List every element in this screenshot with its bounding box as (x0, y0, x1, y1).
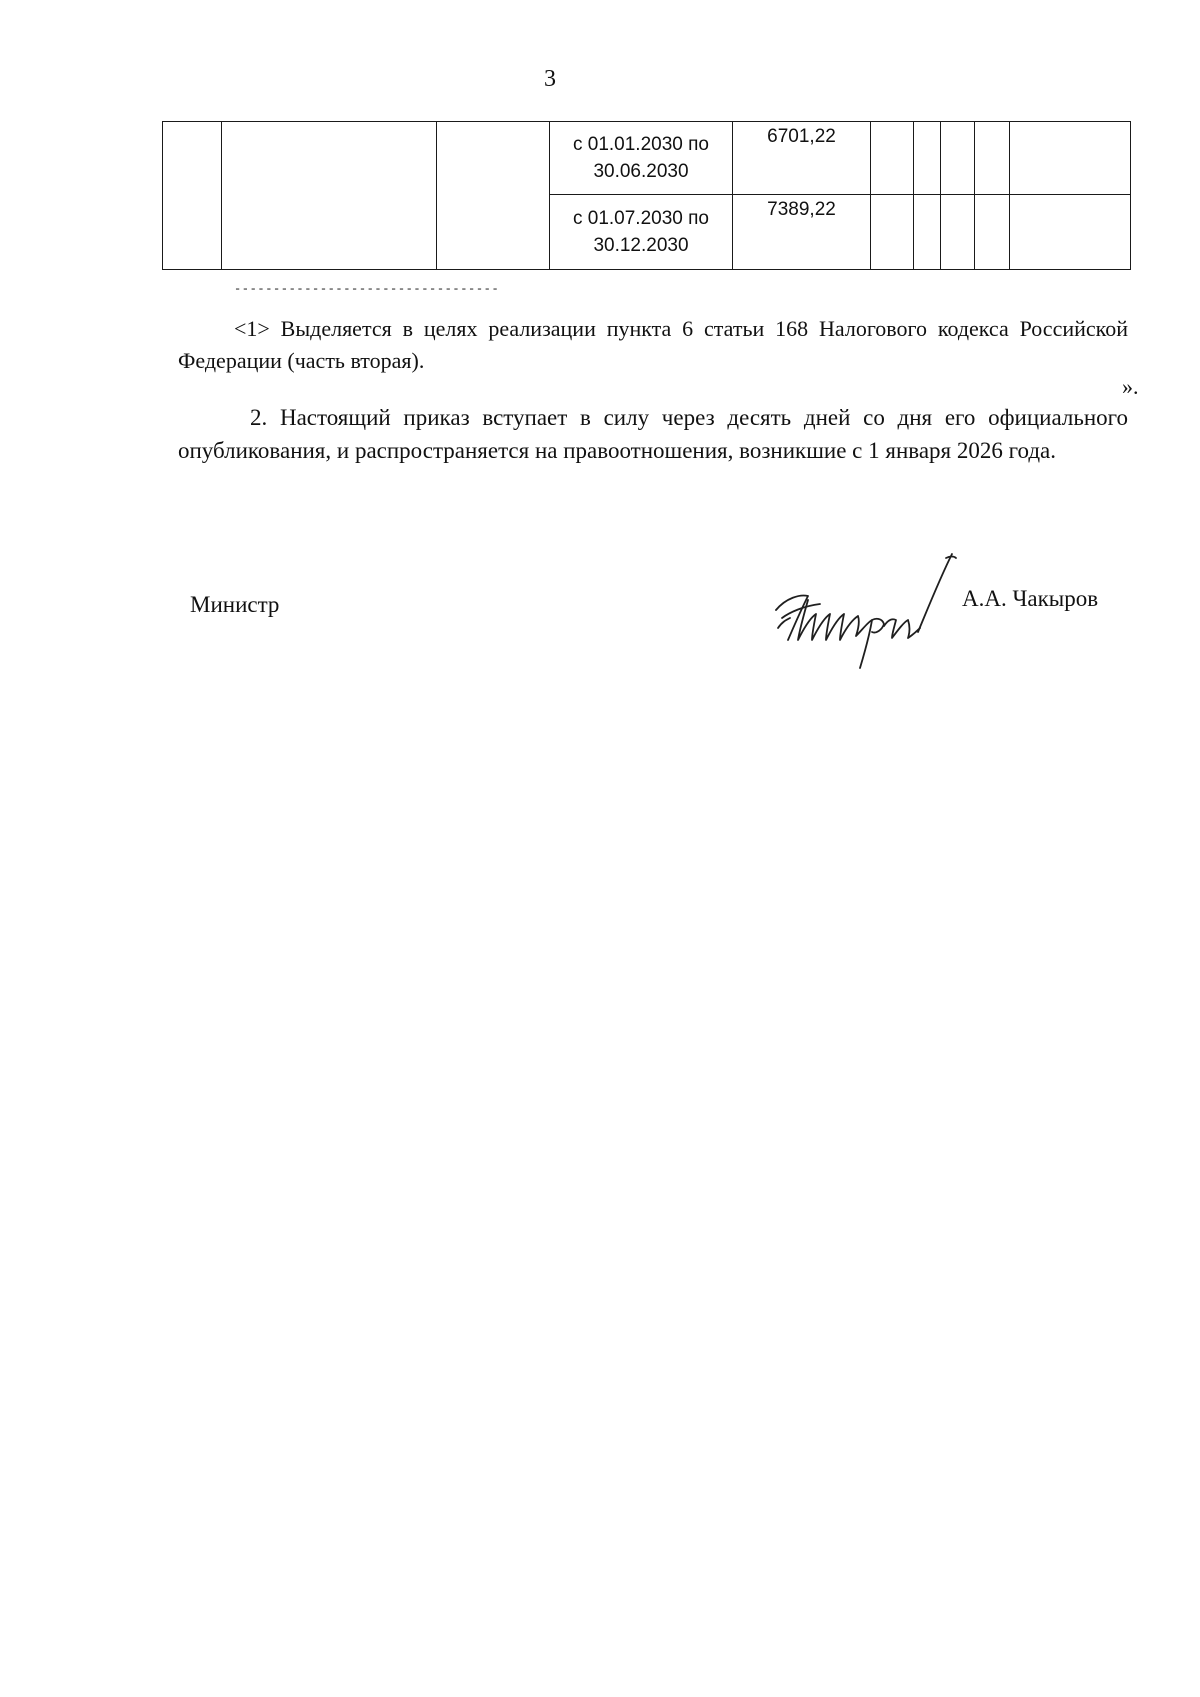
clause-2-paragraph (178, 401, 1128, 467)
table-cell-empty (975, 122, 1010, 195)
table-cell-empty (941, 195, 975, 270)
table-cell-empty (1010, 122, 1131, 195)
clause-2-text: 2. Настоящий приказ вступает в силу через десять дней со дня его официального опубликования, и распространяется на правоотношения, возникшие с 1 января 2026 года. (178, 405, 1128, 463)
table-cell-empty (437, 122, 550, 270)
period-end: 30.12.2030 (593, 235, 689, 256)
page-number: 3 (544, 66, 556, 92)
footnote-content: <1> Выделяется в целях реализации пункта 6 статьи 168 Налогового кодекса Российской Федерации (часть вторая). (178, 316, 1128, 373)
tariff-table (162, 121, 1131, 270)
table-row (163, 122, 1131, 195)
signatory-role: Министр (190, 592, 280, 617)
table-cell-empty (222, 122, 437, 270)
closing-quote: ». (1122, 374, 1139, 399)
period-start: с 01.07.2030 по (572, 208, 709, 229)
table-cell-empty (914, 195, 941, 270)
period-start: с 01.01.2030 по (572, 134, 709, 155)
footnote-separator: ---------------------------------- (234, 282, 500, 296)
footnote-text (178, 313, 1128, 377)
signatory-name: А.А. Чакыров (962, 586, 1099, 611)
table-cell-empty (975, 195, 1010, 270)
period-cell (550, 122, 733, 195)
value-cell: 7389,22 (733, 195, 871, 270)
handwritten-signature (768, 548, 968, 673)
table-cell-empty (871, 122, 914, 195)
period-end: 30.06.2030 (593, 161, 689, 182)
table-cell-empty (871, 195, 914, 270)
table-cell-empty (914, 122, 941, 195)
period-cell (550, 195, 733, 270)
table-cell-empty (1010, 195, 1131, 270)
table-cell-empty (163, 122, 222, 270)
table-cell-empty (941, 122, 975, 195)
value-cell: 6701,22 (733, 122, 871, 195)
